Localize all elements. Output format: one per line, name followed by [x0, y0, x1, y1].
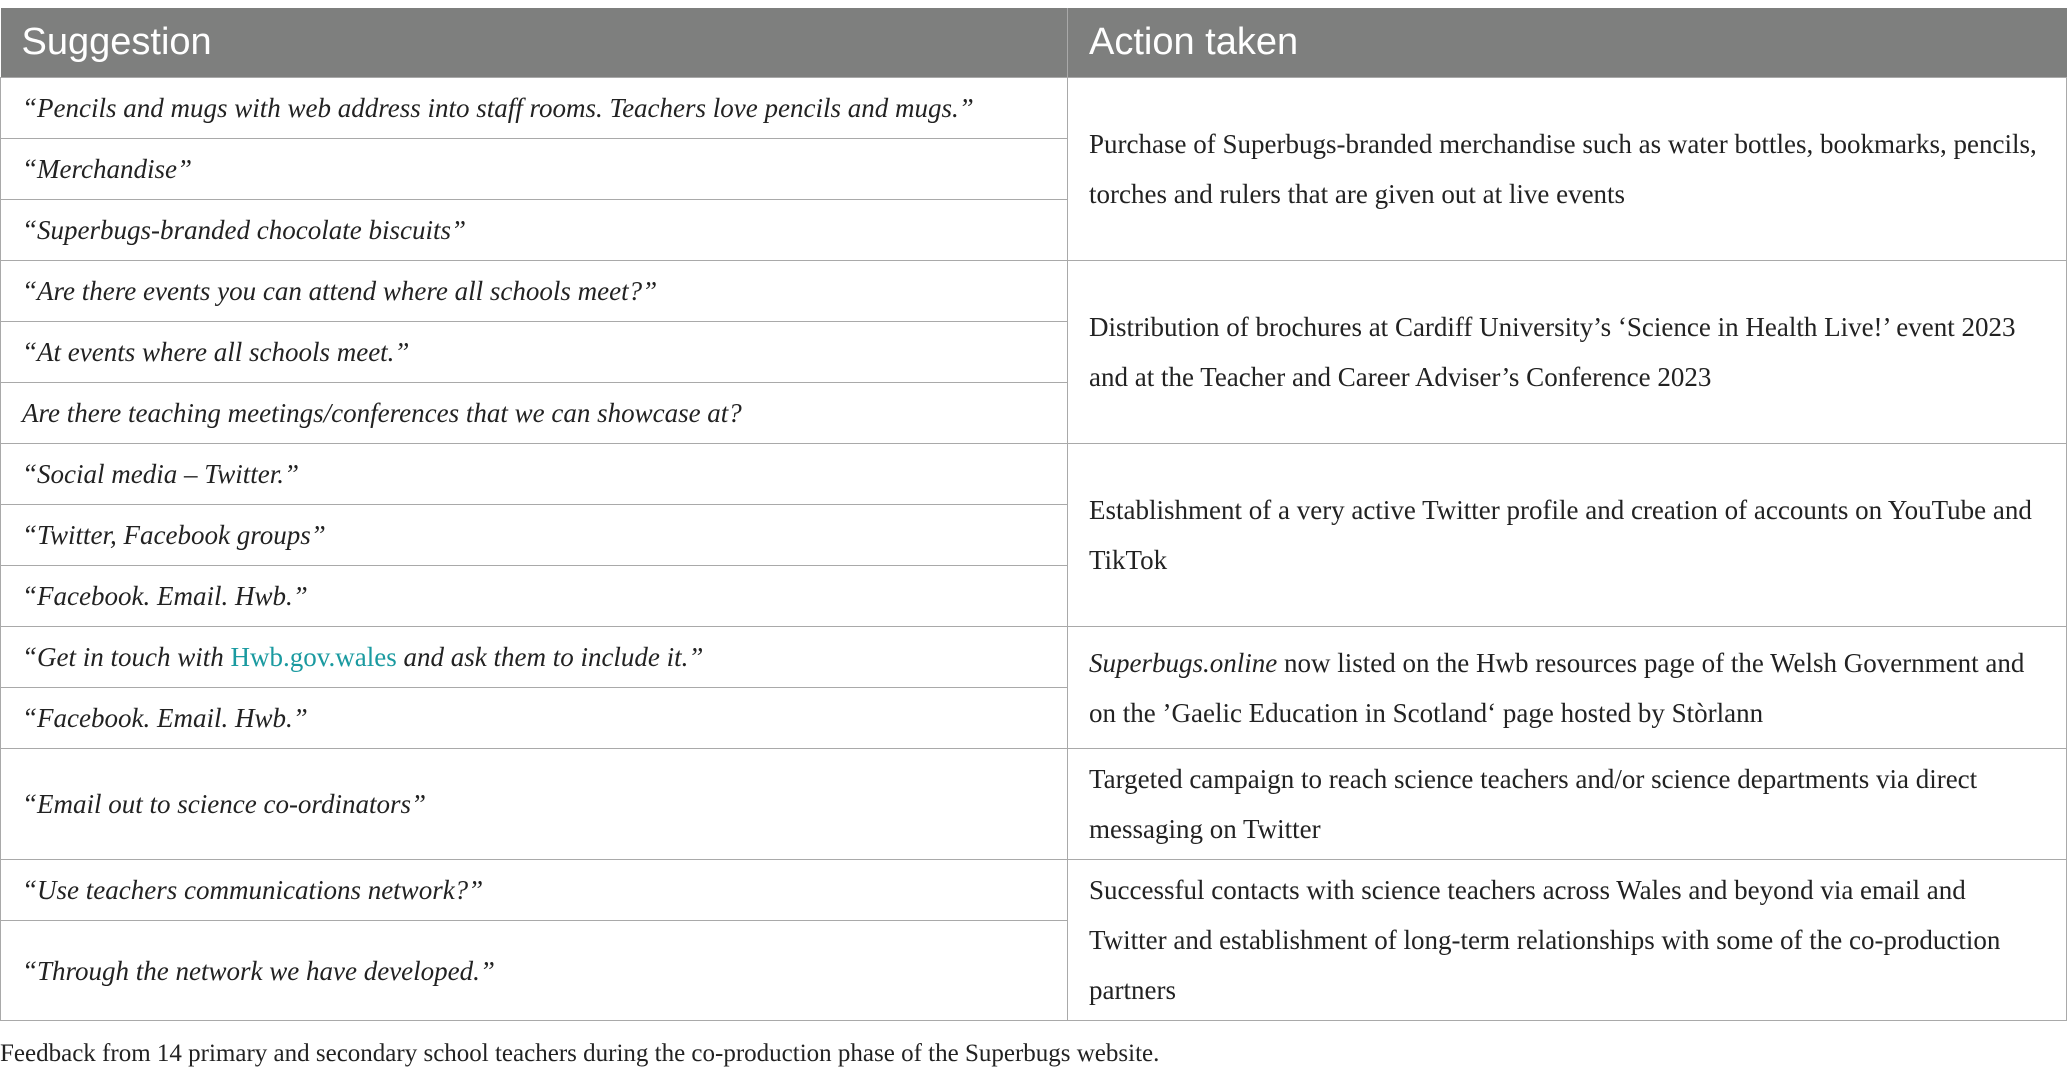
action-cell: Establishment of a very active Twitter profile and creation of accounts on YouTube and TikTok	[1068, 444, 2067, 627]
table-caption: Feedback from 14 primary and secondary school teachers during the co-production phase of the Superbugs website.	[0, 1040, 1160, 1067]
suggestion-cell: “Merchandise”	[1, 139, 1068, 200]
hwb-gov-wales-link[interactable]: Hwb.gov.wales	[230, 642, 397, 672]
suggestion-cell: “Twitter, Facebook groups”	[1, 505, 1068, 566]
table-header-row	[1, 8, 2067, 78]
table-row	[1, 749, 2067, 860]
suggestion-cell: “Email out to science co-ordinators”	[1, 749, 1068, 860]
table-row	[1, 627, 2067, 688]
action-cell	[1068, 627, 2067, 749]
suggestion-cell: “Through the network we have developed.”	[1, 921, 1068, 1021]
suggestion-cell: “Social media – Twitter.”	[1, 444, 1068, 505]
feedback-table-container	[0, 8, 2066, 1021]
header-suggestion: Suggestion	[1, 8, 1068, 78]
suggestion-cell: “Use teachers communications network?”	[1, 860, 1068, 921]
header-action-taken: Action taken	[1068, 8, 2067, 78]
action-cell: Purchase of Superbugs-branded merchandise such as water bottles, bookmarks, pencils, torches and rulers that are given out at live events	[1068, 78, 2067, 261]
suggestion-cell: “Superbugs-branded chocolate biscuits”	[1, 200, 1068, 261]
feedback-table	[0, 8, 2067, 1021]
superbugs-online-name: Superbugs.online	[1089, 647, 1278, 678]
suggestion-cell	[1, 627, 1068, 688]
suggestion-text-before: “Get in touch with	[22, 642, 231, 672]
suggestion-cell: Are there teaching meetings/conferences that we can showcase at?	[1, 383, 1068, 444]
table-row	[1, 261, 2067, 322]
action-cell: Distribution of brochures at Cardiff University’s ‘Science in Health Live!’ event 2023 and at the Teacher and Career Adviser’s Conference 2023	[1068, 261, 2067, 444]
suggestion-cell: “Facebook. Email. Hwb.”	[1, 688, 1068, 749]
suggestion-cell: “At events where all schools meet.”	[1, 322, 1068, 383]
table-row	[1, 78, 2067, 139]
suggestion-cell: “Facebook. Email. Hwb.”	[1, 566, 1068, 627]
suggestion-cell: “Are there events you can attend where all schools meet?”	[1, 261, 1068, 322]
suggestion-cell: “Pencils and mugs with web address into staff rooms. Teachers love pencils and mugs.”	[1, 78, 1068, 139]
table-row	[1, 860, 2067, 921]
action-cell: Targeted campaign to reach science teachers and/or science departments via direct messaging on Twitter	[1068, 749, 2067, 860]
table-row	[1, 444, 2067, 505]
action-cell: Successful contacts with science teachers across Wales and beyond via email and Twitter and establishment of long-term relationships with some of the co-production partners	[1068, 860, 2067, 1021]
action-text: now listed on the Hwb resources page of the Welsh Government and on the ’Gaelic Education in Scotland‘ page hosted by Stòrlann	[1089, 647, 2025, 728]
suggestion-text-after: and ask them to include it.”	[396, 642, 704, 672]
